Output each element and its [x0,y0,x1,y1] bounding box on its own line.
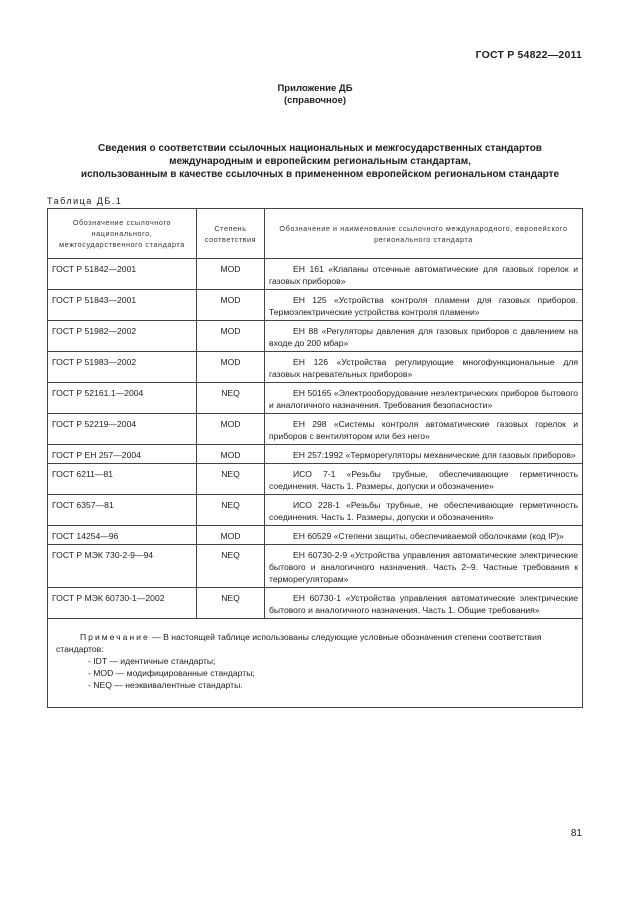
table-row [48,445,583,464]
national-standard-cell: ГОСТ 6211—81 [48,464,197,495]
degree-cell: MOD [197,526,265,545]
national-standard-cell: ГОСТ 14254—96 [48,526,197,545]
national-standard-cell: ГОСТ Р МЭК 60730-1—2002 [48,588,197,619]
note-text: — В настоящей таблице использованы следующие условные обозначения степени соответствия стандартов: [56,632,542,654]
table-label: Таблица ДБ.1 [47,196,123,206]
degree-cell: NEQ [197,383,265,414]
note-item-neq: - NEQ — неэквивалентные стандарты. [88,680,243,690]
table-row [48,383,583,414]
table-row [48,464,583,495]
appendix-heading [0,83,630,107]
degree-cell: MOD [197,321,265,352]
table-row [48,321,583,352]
page-number: 81 [570,828,582,839]
degree-cell: MOD [197,352,265,383]
table-row [48,290,583,321]
national-standard-cell: ГОСТ Р 52161.1—2004 [48,383,197,414]
header-degree: Степень соответствия [197,209,265,259]
heading-line-2: международным и европейским региональным стандартам, [169,156,471,167]
note-label: Примечание [80,632,150,642]
reference-standard-cell: ЕН 60730-2-9 «Устройства управления автоматические электрические бытового и аналогичного назначения. Часть 2–9. Частные требования к терморегуляторам» [265,545,583,588]
table-row [48,259,583,290]
note-item-idt: - IDT — идентичные стандарты; [88,656,216,666]
national-standard-cell: ГОСТ Р МЭК 730-2-9—94 [48,545,197,588]
reference-standard-cell: ЕН 88 «Регуляторы давления для газовых приборов с давлением на входе до 200 мбар» [265,321,583,352]
heading-line-1: Сведения о соответствии ссылочных национальных и межгосударственных стандартов [98,143,542,154]
reference-standard-cell: ИСО 228-1 «Резьбы трубные, не обеспечивающие герметичность соединения. Часть 1. Размеры, допуски и обозначения» [265,495,583,526]
national-standard-cell: ГОСТ 6357—81 [48,495,197,526]
table-header-row [48,209,583,259]
reference-standard-cell: ЕН 60529 «Степени защиты, обеспечиваемой оболочками (код IP)» [265,526,583,545]
correspondence-table [47,208,583,708]
national-standard-cell: ГОСТ Р 51982—2002 [48,321,197,352]
table-row [48,495,583,526]
degree-cell: NEQ [197,588,265,619]
reference-standard-cell: ИСО 7-1 «Резьбы трубные, обеспечивающие герметичность соединения. Часть 1. Размеры, допуски и обозначение» [265,464,583,495]
table-row [48,588,583,619]
degree-cell: MOD [197,259,265,290]
national-standard-cell: ГОСТ Р 51983—2002 [48,352,197,383]
national-standard-cell: ГОСТ Р 51842—2001 [48,259,197,290]
reference-standard-cell: ЕН 126 «Устройства регулирующие многофункциональные для газовых нагревательных приборов» [265,352,583,383]
national-standard-cell: ГОСТ Р 52219—2004 [48,414,197,445]
reference-standard-cell: ЕН 60730-1 «Устройства управления автоматические электрические бытового и аналогичного назначения. Часть 1. Общие требования» [265,588,583,619]
reference-standard-cell: ЕН 50165 «Электрооборудование неэлектрических приборов бытового и аналогичного назначения. Требования безопасности» [265,383,583,414]
national-standard-cell: ГОСТ Р ЕН 257—2004 [48,445,197,464]
reference-standard-cell: ЕН 298 «Системы контроля автоматические газовых горелок и приборов с вентилятором или без него» [265,414,583,445]
degree-cell: NEQ [197,464,265,495]
table-note [48,619,583,708]
table-row [48,352,583,383]
standard-id: ГОСТ Р 54822—2011 [475,49,582,61]
reference-standard-cell: ЕН 125 «Устройства контроля пламени для газовых приборов. Термоэлектрические устройства контроля пламени» [265,290,583,321]
table-body [48,259,583,619]
reference-standard-cell: ЕН 257:1992 «Терморегуляторы механические для газовых приборов» [265,445,583,464]
note-paragraph [56,631,574,655]
note-row [48,619,583,708]
table-row [48,545,583,588]
heading-line-3: использованным в качестве ссылочных в примененном европейском региональном стандарте [80,169,560,180]
degree-cell: MOD [197,290,265,321]
degree-cell: MOD [197,445,265,464]
header-national-standard: Обозначение ссылочного национального, межгосударственного стандарта [48,209,197,259]
reference-standard-cell: ЕН 161 «Клапаны отсечные автоматические для газовых горелок и газовых приборов» [265,259,583,290]
appendix-title: Приложение ДБ [277,83,353,94]
header-reference-standard: Обозначение и наименование ссылочного международного, европейского регионального стандарта [265,209,583,259]
appendix-subtitle: (справочное) [283,95,347,106]
note-item-mod: - MOD — модифицированные стандарты; [88,668,255,678]
table-row [48,414,583,445]
section-heading [40,142,600,181]
degree-cell: NEQ [197,545,265,588]
table-row [48,526,583,545]
national-standard-cell: ГОСТ Р 51843—2001 [48,290,197,321]
degree-cell: MOD [197,414,265,445]
degree-cell: NEQ [197,495,265,526]
